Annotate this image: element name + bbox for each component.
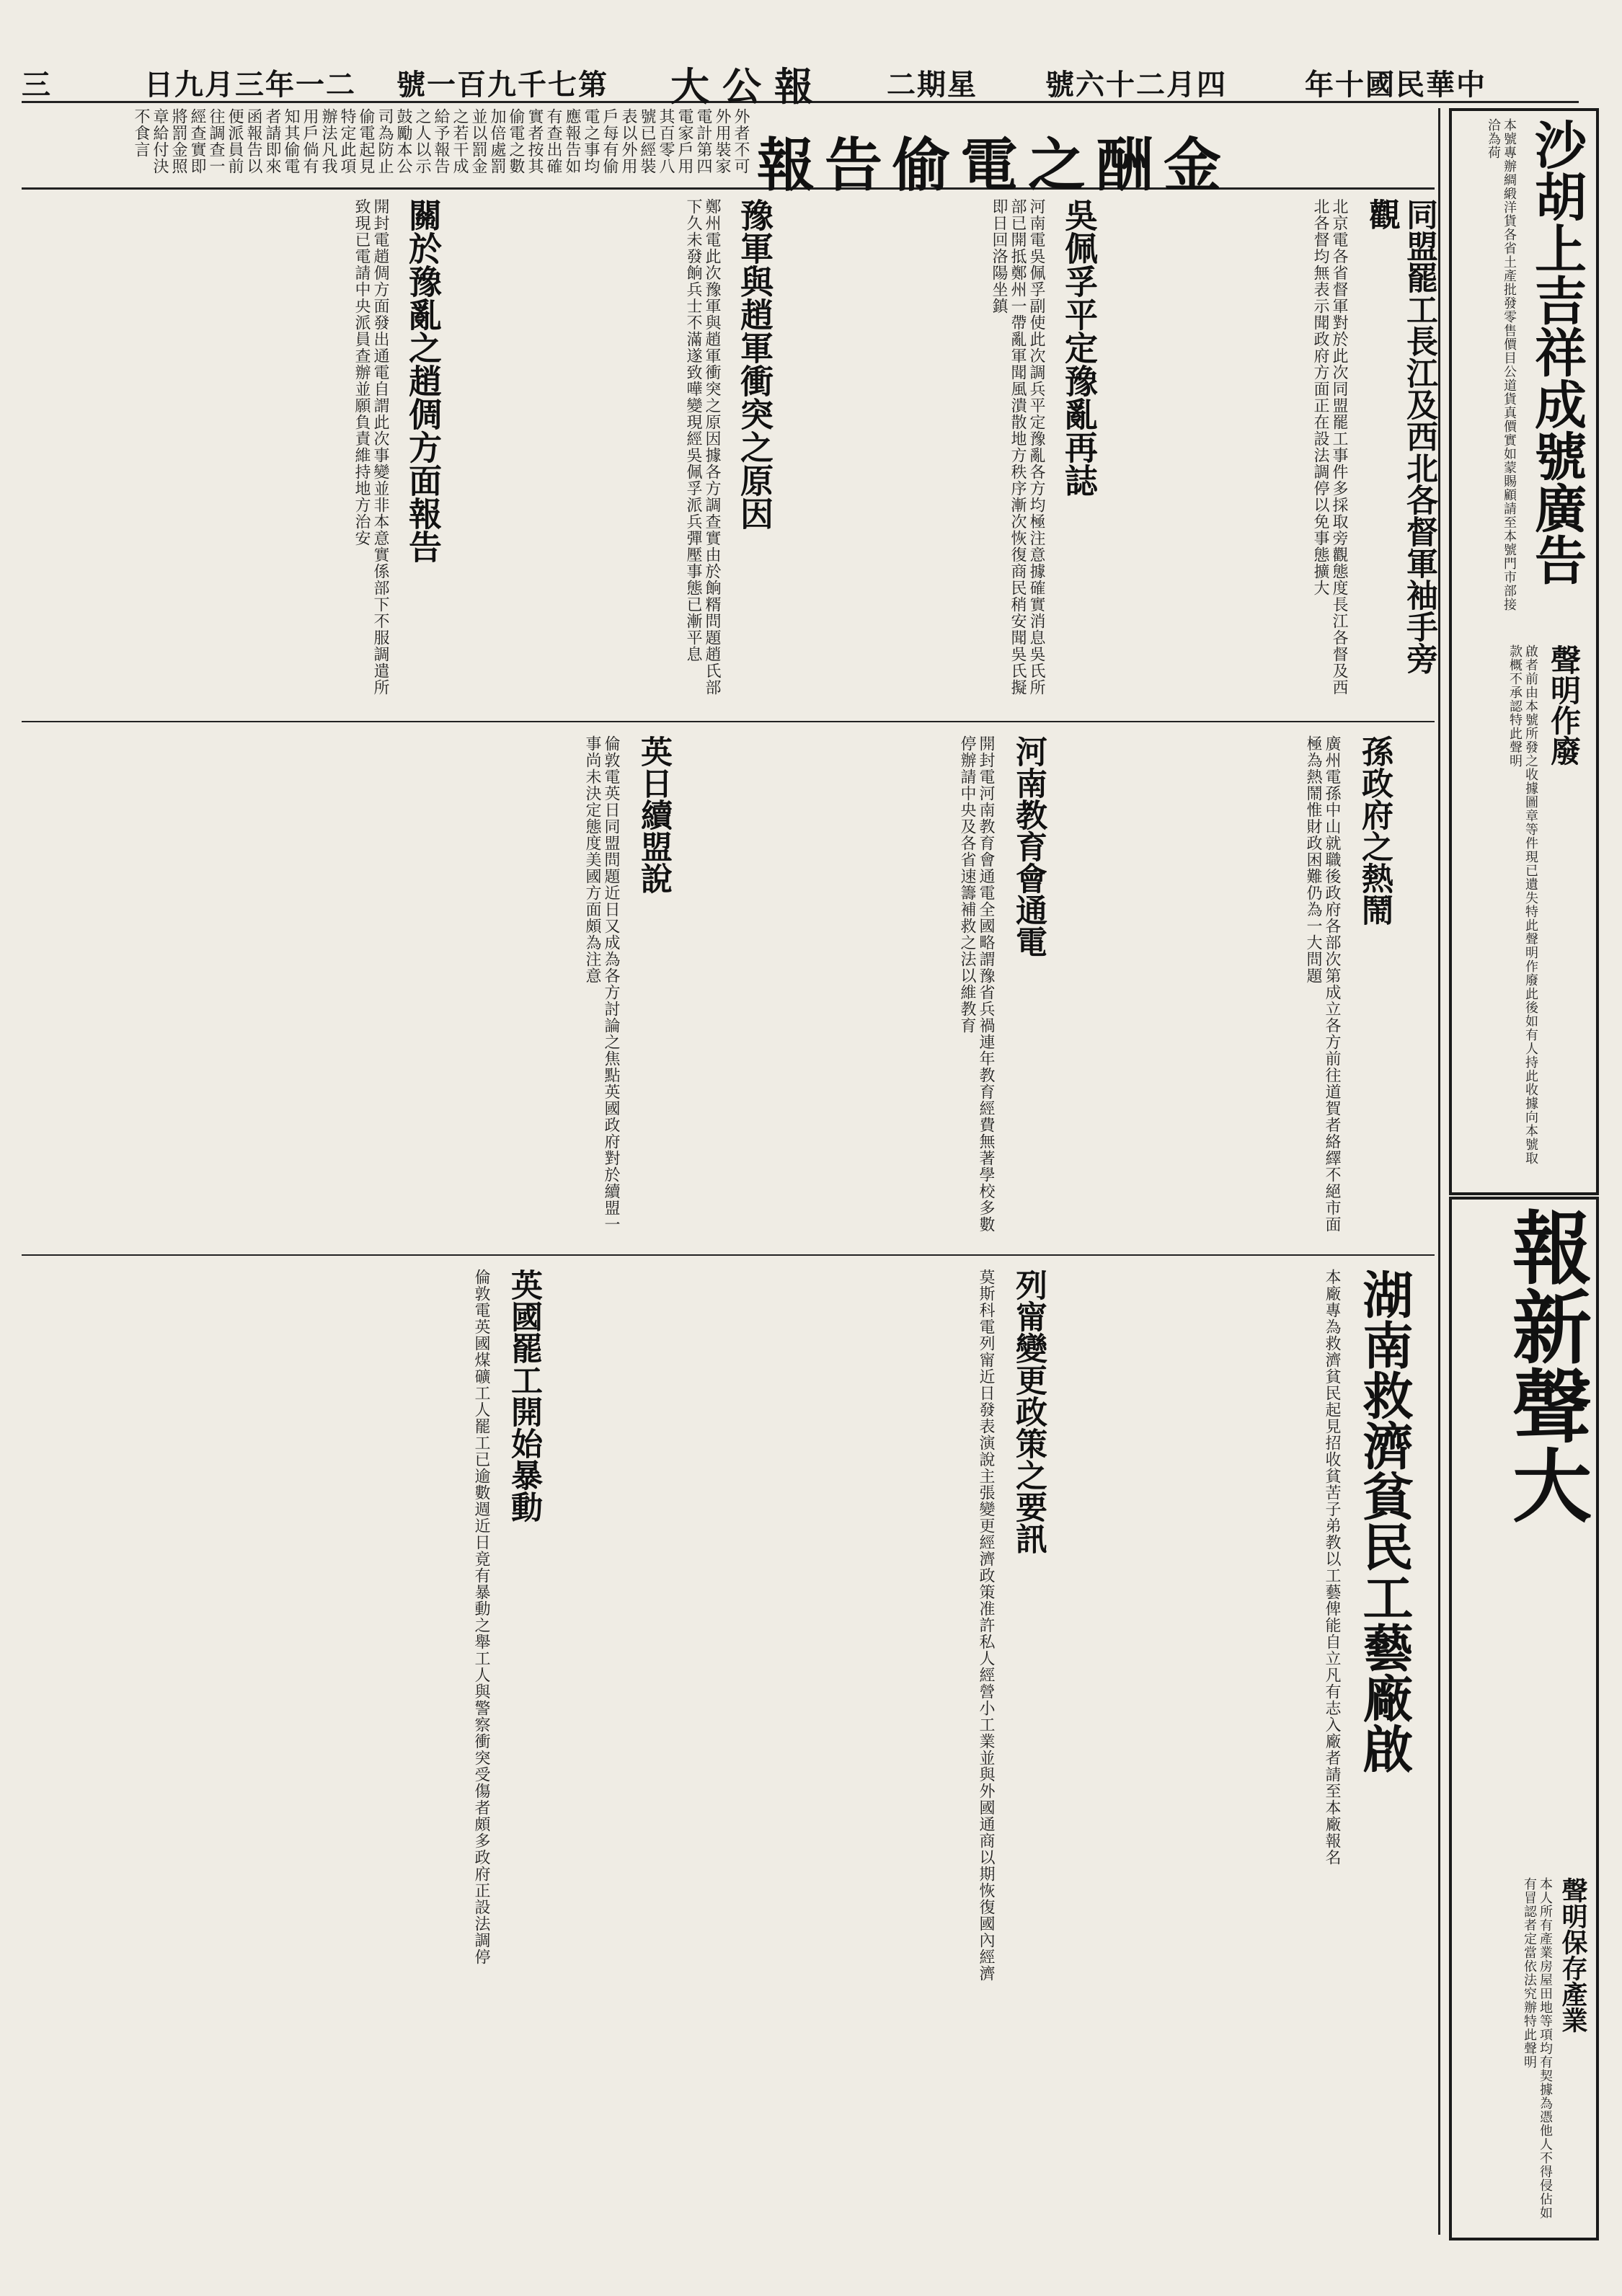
- lunar-date: 號六十二月四: [1045, 68, 1227, 102]
- headline-henan-edu: 河南教育會通電: [1010, 735, 1047, 957]
- notice-title: 聲明作廢: [1546, 644, 1582, 766]
- western-date: 日九月三年一二: [144, 68, 356, 102]
- article-strike: 北京電各省督軍對於此次同盟罷工事件多採取旁觀態度長江各督及西北各督均無表示聞政府方面正在設法調停以免事態擴大: [1311, 198, 1348, 696]
- article-wu-peifu: 河南電吳佩孚副使此次調兵平定豫亂各方均極注意據確實消息吳氏所部已開抵鄭州一帶亂軍聞風潰散地方秩序漸次恢復商民稍安聞吳氏擬即日回洛陽坐鎮: [990, 198, 1045, 696]
- article-zhao-report: 開封電趙倜方面發出通電自謂此次事變並非本意實係部下不服調遣所致現已電請中央派員查辦並願負責維持地方治安: [353, 198, 389, 696]
- article-clash-cause: 鄭州電此次豫軍與趙軍衝突之原因據各方調查實由於餉糈問題趙氏部下久未發餉兵士不滿遂致嘩變現經吳佩孚派兵彈壓事態已漸平息: [684, 198, 721, 696]
- notice-text: 啟者前由本號所發之收據圖章等件現已遺失特此聲明作廢此後如有人持此收據向本號取款概不承認特此聲明: [1507, 644, 1538, 1165]
- headline-clash-cause: 豫軍與趙軍衝突之原因: [735, 198, 774, 530]
- banner-ad: 報新聲大: [1499, 1207, 1592, 1524]
- article-relief-factory: 本廠專為救濟貧民起見招收貧苦子弟教以工藝俾能自立凡有志入廠者請至本廠報名: [1323, 1269, 1341, 1866]
- header-ad-title: 報告偷電之酬金: [757, 131, 1231, 199]
- column-divider: [1438, 108, 1440, 2235]
- ad-box-bottom: [1449, 1197, 1599, 2240]
- section-rule-2: [22, 721, 1435, 722]
- issue-number: 號一百九千七第: [396, 68, 608, 102]
- republic-year: 年十國民華中: [1305, 68, 1486, 102]
- headline-relief-factory: 湖南救濟貧民工藝廠啟: [1355, 1269, 1414, 1773]
- weekday: 二期星: [887, 68, 978, 102]
- paper-name: 大公報: [670, 63, 826, 110]
- notice-text-bottom: 本人所有產業房屋田地等項均有契據為憑他人不得侵佔如有冒認者定當依法究辦特此聲明: [1522, 1877, 1553, 2220]
- article-sun-govt: 廣州電孫中山就職後政府各部次第成立各方前往道賀者絡繹不絕市面極為熱鬧惟財政困難仍為一大問題: [1304, 735, 1341, 1233]
- headline-sun-govt: 孫政府之熱鬧: [1356, 735, 1393, 926]
- notice-title-bottom: 聲明保存產業: [1558, 1877, 1588, 2033]
- headline-uk-strike: 英國罷工開始暴動: [505, 1269, 542, 1522]
- section-rule-3: [22, 1254, 1435, 1256]
- headline-zhao-report: 關於豫亂之趙倜方面報告: [404, 198, 443, 563]
- headline-strike: 同盟罷工長江及西北各督軍袖手旁觀: [1363, 198, 1437, 674]
- headline-lenin: 列甯變更政策之要訊: [1010, 1269, 1047, 1554]
- article-lenin: 莫斯科電列甯近日發表演說主張變更經濟政策准許私人經營小工業並與外國通商以期恢復國內經濟: [977, 1269, 995, 1982]
- article-henan-edu: 開封電河南教育會通電全國略謂豫省兵禍連年教育經費無著學校多數停辦請中央及各省速籌補救之法以維教育: [958, 735, 995, 1233]
- article-uk-strike: 倫敦電英國煤礦工人罷工已逾數週近日竟有暴動之舉工人與警察衝突受傷者頗多政府正設法調停: [472, 1269, 490, 1965]
- headline-wu-peifu: 吳佩孚平定豫亂再誌: [1060, 198, 1099, 497]
- article-anglo-japan: 倫敦電英日同盟問題近日又成為各方討論之焦點英國政府對於續盟一事尚未決定態度美國方面頗為注意: [583, 735, 620, 1233]
- header-ad-text: 外者不可外用裝家電計第四電家戶用其百零八號已經裝表以外用戶每有偷電之事均應報告如有查出確實者按其偷電之數加倍處罰並以罰金之若干成給予報告之人以示鼓勵本公司為防止偷電起見特定此項辦法凡我用戶倘有知其偷電者請即來函報告以便派員前往調查一經查實即將罰金照章給付決不食言: [132, 108, 750, 174]
- ad-title-top: 沙胡上吉祥成號廣告: [1526, 118, 1587, 585]
- masthead: [22, 58, 1579, 110]
- page-number: 三: [22, 68, 52, 102]
- ad-box-top: [1449, 108, 1599, 1195]
- headline-anglo-japan: 英日續盟說: [635, 735, 672, 894]
- ad-text-top: 本號專辦綢緞洋貨各省土產批發零售價目公道貨真價實如蒙賜顧請至本號門市部接洽為荷: [1486, 118, 1517, 611]
